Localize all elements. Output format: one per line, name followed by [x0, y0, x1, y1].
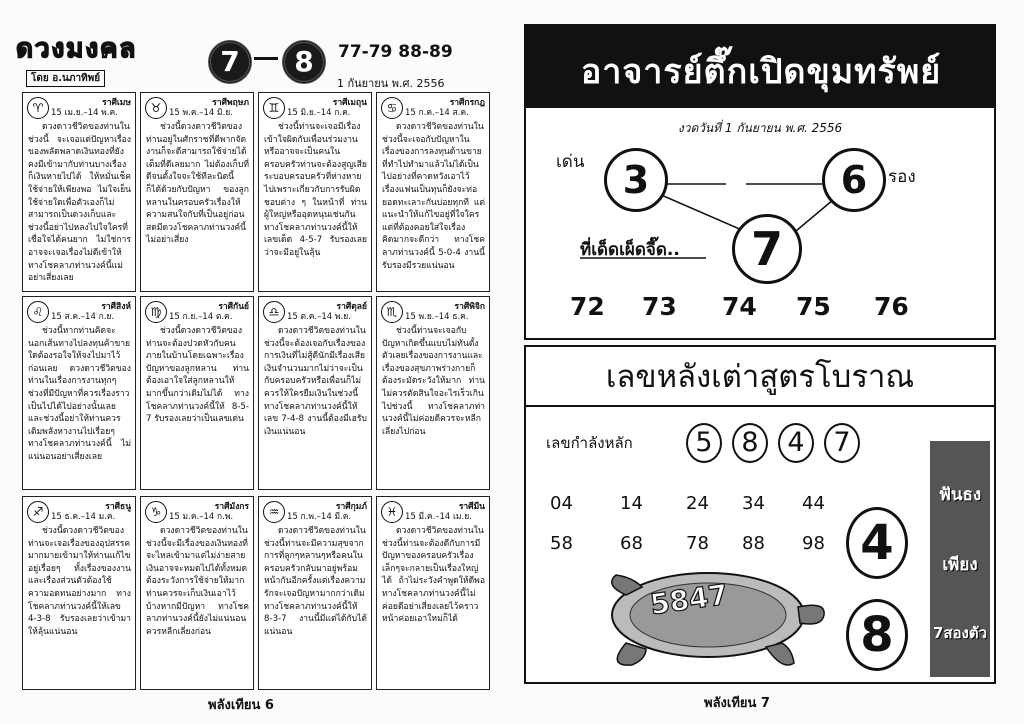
promo-box — [930, 441, 990, 677]
zodiac-text: ดวงดาวชีวิตของท่านในช่วงนี้ จะเจอแต่ปัญหาเรื่องของพลัดพลาดเงินทองที่ยังคงมีเข้ามากับท่านบางเรื่องก็เงินหายไปได้ ให้หมั่นเช็คใช้จ่ายให้เพียงพอ ไม่ใจเย็นใช้จ่ายใดเพื่อตัวเองก็ไม่สามารถเป็นดวงเก็บและช่วงนี้อย่าไปหลงไปใจใครที่เชื่อใจได้คนยาก ไม่ใช่การอาจจะเจอเรื่องไม่ดีเข้าให้ทางโชคลาภท่านวงค์นี้แม่อย่าเสี่ยงเลย — [28, 122, 131, 284]
zodiac-header — [23, 297, 135, 321]
zodiac-name: ราศีกุมภ์ — [335, 502, 367, 512]
zodiac-text: ดวงดาวชีวิตของท่านในช่วงนี้ท่านจะมีความสุขจากการที่ลูกๆหลานๆหรือคนในครอบครัวกลับมาอยู่พร้อมหน้ากันอีกครั้งแต่เรื่องความรักจะเจอปัญหามากกว่าเดิม ทางโชคลาภท่านวงค์นี้ให้ 8-3-7 งานนี้มีแต่ได้กับได้แน่นอน — [264, 526, 367, 637]
strong-digit-1: 5 — [686, 423, 722, 463]
zodiac-box-6 — [140, 296, 254, 490]
zodiac-header — [377, 497, 489, 521]
bull-icon: ♉ — [145, 97, 167, 119]
lead-digit-2: 8 — [282, 40, 326, 84]
zodiac-dates: 15 ก.ค.–14 ส.ค. — [405, 108, 469, 118]
zodiac-box-9 — [22, 496, 136, 690]
promo-line-3: 7สองตัว — [932, 624, 988, 642]
zodiac-name: ราศีมังกร — [214, 502, 249, 512]
zodiac-dates: 15 ธ.ค.–14 ม.ค. — [51, 512, 116, 522]
grid-r2-c4: 88 — [742, 533, 765, 554]
zodiac-text: ดวงดาวชีวิตของท่านในช่วงนี้จะมีเรื่องของเงินทองที่จะไหลเข้ามาแต่ไม่ง่ายสายเงินอาจจะหมดไปได้ทั้งหมดต้องระวังการใช้จ่ายให้มากท่านควรจะเก็บเงินเอาไว้บ้างหากมีปัญหา ทางโชคลาภท่านวงค์นี้ยังไม่แน่นอนควรหลีกเลี่ยงก่อน — [146, 526, 249, 637]
zodiac-name: ราศีธนู — [105, 502, 131, 512]
grid-r2-c5: 98 — [802, 533, 825, 554]
zodiac-name: ราศีเมถุน — [332, 98, 367, 108]
twins-icon: ♊ — [263, 97, 285, 119]
lead-digit-1: 7 — [208, 40, 252, 84]
zodiac-name: ราศีกันย์ — [218, 302, 249, 312]
water-bearer-icon: ♒ — [263, 501, 285, 523]
turtle-title: เลขหลังเต่าสูตรโบราณ — [526, 349, 994, 407]
zodiac-header — [23, 93, 135, 117]
two-digit-4: 75 — [796, 292, 831, 321]
zodiac-box-3 — [258, 92, 372, 292]
zodiac-text: ช่วงนี้หากท่านคิดจะนอกเส้นทางไปลงทุนค้าขายใดต้องรอใจให้จงไปมาไว้ก่อนเลย ดวงดาวชีวิตของท่านในเรื่องการงานทุกๆช่วงที่มีปัญหาที่ควรเรื่องราวเป็นไปได้ไปอย่างนั้นเลยและช่วงนี้อย่าให้ท่านควรเติมพลังหางานไปเรื่อยๆ ทางโชคลาภท่านวงค์นี้ ไม่แน่นอนอย่าเสี่ยงเลย — [28, 326, 131, 462]
goat-icon: ♑ — [145, 501, 167, 523]
grid-r1-c4: 34 — [742, 493, 765, 514]
zodiac-dates: 15 พ.ค.–14 มิ.ย. — [169, 108, 233, 118]
zodiac-header — [259, 93, 371, 117]
lion-icon: ♌ — [27, 301, 49, 323]
zodiac-box-1 — [22, 92, 136, 292]
zodiac-header — [141, 297, 253, 321]
zodiac-text: ช่วงนี้ท่านจะเจอมีเรื่องเข้าใจผิดกับเพื่อนร่วมงานหรืออาจจะเป็นคนในครอบครัวท่านจะต้องสูญเสียระบอบครอบครัวที่ห่างหายไปเพราะเกี่ยวกับการรับผิดชอบต่าง ๆ ในหน้าที่ ท่านผู้ใหญ่หรืออุดหนุนเช่นกัน ทางโชคลาภท่านวงค์นี้ให้เลขเด็ด 4-5-7 รับรองเลยว่าจะมีอยู่ในลุ้น — [264, 122, 367, 258]
zodiac-header — [141, 497, 253, 521]
zodiac-box-10 — [140, 496, 254, 690]
zodiac-dates: 15 ก.ย.–14 ต.ค. — [169, 312, 233, 322]
strong-digit-3: 4 — [778, 423, 814, 463]
scorpion-icon: ♏ — [381, 301, 403, 323]
strong-digit-2: 8 — [732, 423, 768, 463]
grid-r1-c5: 44 — [802, 493, 825, 514]
second-label: รอง — [888, 167, 916, 187]
zodiac-text: ดวงดาวชีวิตของท่านในช่วงนี้จะต้องเจอกับเรื่องของการเงินที่ไม่สู้ดีนักมีเรื่องเสียเงินจำนวนมากไม่ว่าจะเป็นกับครอบครัวหรือเพื่อนก็ไม่ควรให้ใครยืมเงินในช่วงนี้ ทางโชคลาภท่านวงค์นี้ให้เลข 7-4-8 งานนี้ต้องมีเฮรับเงินแน่นอน — [264, 326, 367, 437]
hot-label: ที่เด็ดเผ็ดจี๊ด.. — [580, 240, 680, 260]
pair-numbers: 77-79 88-89 — [338, 42, 453, 62]
zodiac-dates: 15 ม.ค.–14 ก.พ. — [169, 512, 234, 522]
two-digit-2: 73 — [642, 292, 677, 321]
promo-line-1: ฟันธง — [938, 485, 982, 505]
zodiac-text: ช่วงนี้ดวงดาวชีวิตของท่านจะต้องปวดหัวกับคนภายในบ้านโดยเฉพาะเรื่องปัญหาของลูกหลาน ท่านต้องเอาใจใส่ลูกหลานให้มากขึ้นกว่าเดิมไม่ได้ ทางโชคลาภท่านวงค์นี้ให้ 8-5-7 รับรองเลยว่าเป็นเลขเด่น — [146, 326, 249, 425]
page-footer-left: พลังเทียน 6 — [208, 698, 274, 713]
zodiac-dates: 15 มี.ค.–14 เม.ย. — [405, 512, 472, 522]
page-footer-right: พลังเทียน 7 — [704, 696, 770, 711]
zodiac-name: ราศีมีน — [458, 502, 485, 512]
zodiac-name: ราศีกรกฎ — [449, 98, 485, 108]
issue-date: 1 กันยายน พ.ศ. 2556 — [337, 77, 445, 90]
zodiac-text: ช่วงนี้ดวงดาวชีวิตของท่านอยู่ในศักราชที่ดีพากจัดงานก็จะดีสามารถใช้จ่ายได้เต็มที่ดีเลยมาก ไม่ต้องเก็บที่ดีจนตั้งใจจะใช้ทีละนิดนี้ก็ได้ด้วยกับปัญหา ของลูกหลานในครอบครัวเรื่องให้ความสนใจกับที่เป็นอยู่ก่อนสดมีดวงโชคลาภท่านวงค์นี้ไม่อย่าเสี่ยง — [146, 122, 249, 246]
zodiac-name: ราศีเมษ — [102, 98, 131, 108]
left-page — [0, 0, 508, 724]
grid-r1-c3: 24 — [686, 493, 709, 514]
strong-digit-4: 7 — [824, 423, 860, 463]
banner-title: อาจารย์ตึ๊กเปิดขุมทรัพย์ — [580, 52, 942, 92]
zodiac-header — [259, 497, 371, 521]
lucky-number-panel — [524, 24, 996, 340]
turtle-illustration — [586, 555, 830, 675]
ram-icon: ♈ — [27, 97, 49, 119]
hot-digit-circle: 7 — [732, 214, 802, 284]
grid-r1-c1: 04 — [550, 493, 573, 514]
zodiac-box-4 — [376, 92, 490, 292]
zodiac-text: ช่วงนี้ท่านจะเจอกับปัญหาเกิดขึ้นแบบไม่ทันตั้งตัวเลยเรื่องของการงานและเรื่องของสุขภาพร่างกายก็ต้องระมัดระวังให้มาก ท่านไม่ควรตัดสินใจอะไรเร็วเกินไปช่วงนี้ ทางโชคลาภท่านวงค์นี้ไม่ค่อยดีควรจะหลีกเลี่ยงไปก่อน — [382, 326, 485, 437]
crab-icon: ♋ — [381, 97, 403, 119]
two-digit-3: 74 — [722, 292, 757, 321]
archer-icon: ♐ — [27, 501, 49, 523]
zodiac-text: ดวงดาวชีวิตของท่านในช่วงนี้ท่านจะต้องดีกับการมีปัญหาของครอบครัวเรื่องเล็กๆจะกลายเป็นเรื่องใหญ่ได้ ถ้าไม่ระวังคำพูดให้ดีพอทางโชคลาภท่านวงค์นี้ไม่ค่อยดีอย่าเสี่ยงเลยไว้คราวหน้าค่อยเอาใหม่ก็ได้ — [382, 526, 485, 625]
zodiac-name: ราศีสิงห์ — [101, 302, 131, 312]
zodiac-box-5 — [22, 296, 136, 490]
zodiac-dates: 15 ต.ค.–14 พ.ย. — [287, 312, 351, 322]
zodiac-box-2 — [140, 92, 254, 292]
big-circle-digit-1: 4 — [846, 507, 908, 579]
zodiac-box-7 — [258, 296, 372, 490]
fish-icon: ♓ — [381, 501, 403, 523]
libra-icon: ♎ — [263, 301, 285, 323]
big-circle-digit-2: 8 — [846, 599, 908, 671]
draw-date: งวดวันที่ 1 กันยายน พ.ศ. 2556 — [677, 121, 843, 135]
grid-r2-c1: 58 — [550, 533, 573, 554]
zodiac-dates: 15 ส.ค.–14 ก.ย. — [51, 312, 115, 322]
promo-line-2: เพียง — [942, 555, 978, 575]
two-digit-5: 76 — [874, 292, 909, 321]
zodiac-box-11 — [258, 496, 372, 690]
digit-dash-divider — [254, 57, 278, 60]
zodiac-dates: 15 ก.พ.–14 มี.ค. — [287, 512, 352, 522]
zodiac-box-8 — [376, 296, 490, 490]
main-digit-circle: 3 — [604, 148, 668, 212]
zodiac-header — [377, 297, 489, 321]
zodiac-name: ราศีพฤษภ — [212, 98, 249, 108]
zodiac-header — [141, 93, 253, 117]
magazine-logo: ดวงมงคล — [16, 34, 138, 64]
zodiac-text: ดวงดาวชีวิตของท่านในช่วงนี้จะเจอกับปัญหาในเรื่องของการลงทุนด้านขายที่ทำไปทำมาแล้วไม่ได้เป็นไปอย่างที่คาดหวังเอาไว้ เรื่องแฟนเป็นทุนก็ยังจะท่อยอดทะเลาะกันบ่อยทุกที แต่แนะนำให้แก้ไขอยู่ที่ใจใครแต่ที่ต้องคอยใส่ใจเรื่องคิดมากจะดีกว่า ทางโชคลาภท่านวงค์นี้ 5-0-4 งานนี้รับรองมีรวยแน่นอน — [382, 122, 485, 271]
zodiac-dates: 15 เม.ย.–14 พ.ค. — [51, 108, 118, 118]
turtle-number: 5847 — [648, 577, 730, 622]
virgo-icon: ♍ — [145, 301, 167, 323]
zodiac-dates: 15 มิ.ย.–14 ก.ค. — [287, 108, 351, 118]
turtle-formula-panel — [524, 345, 996, 684]
zodiac-header — [23, 497, 135, 521]
grid-r2-c3: 78 — [686, 533, 709, 554]
zodiac-box-12 — [376, 496, 490, 690]
zodiac-dates: 15 พ.ย.–14 ธ.ค. — [405, 312, 469, 322]
grid-r1-c2: 14 — [620, 493, 643, 514]
zodiac-header — [259, 297, 371, 321]
strong-digits-label: เลขกำลังหลัก — [546, 434, 633, 452]
zodiac-name: ราศีตุลย์ — [336, 302, 367, 312]
zodiac-text: ช่วงนี้ดวงดาวชีวิตของท่านจะเจอเรื่องของอุปสรรคมากมายเข้ามาให้ท่านแก้ไขอยู่เรื่อยๆ ทั้งเรื่องของงานและเรื่องส่วนตัวต้องใช้ความอดทนอย่างมาก ทางโชคลาภท่านวงค์นี้ให้เลข 4-3-8 รับรองเลยว่าเข้ามาให้ลุ้นแน่นอน — [28, 526, 131, 637]
zodiac-header — [377, 93, 489, 117]
second-digit-circle: 6 — [822, 148, 886, 212]
grid-r2-c2: 68 — [620, 533, 643, 554]
two-digit-1: 72 — [570, 292, 605, 321]
author-byline: โดย อ.นภาทิพย์ — [26, 70, 105, 87]
main-label: เด่น — [556, 152, 585, 172]
zodiac-name: ราศีพิจิก — [454, 302, 485, 312]
